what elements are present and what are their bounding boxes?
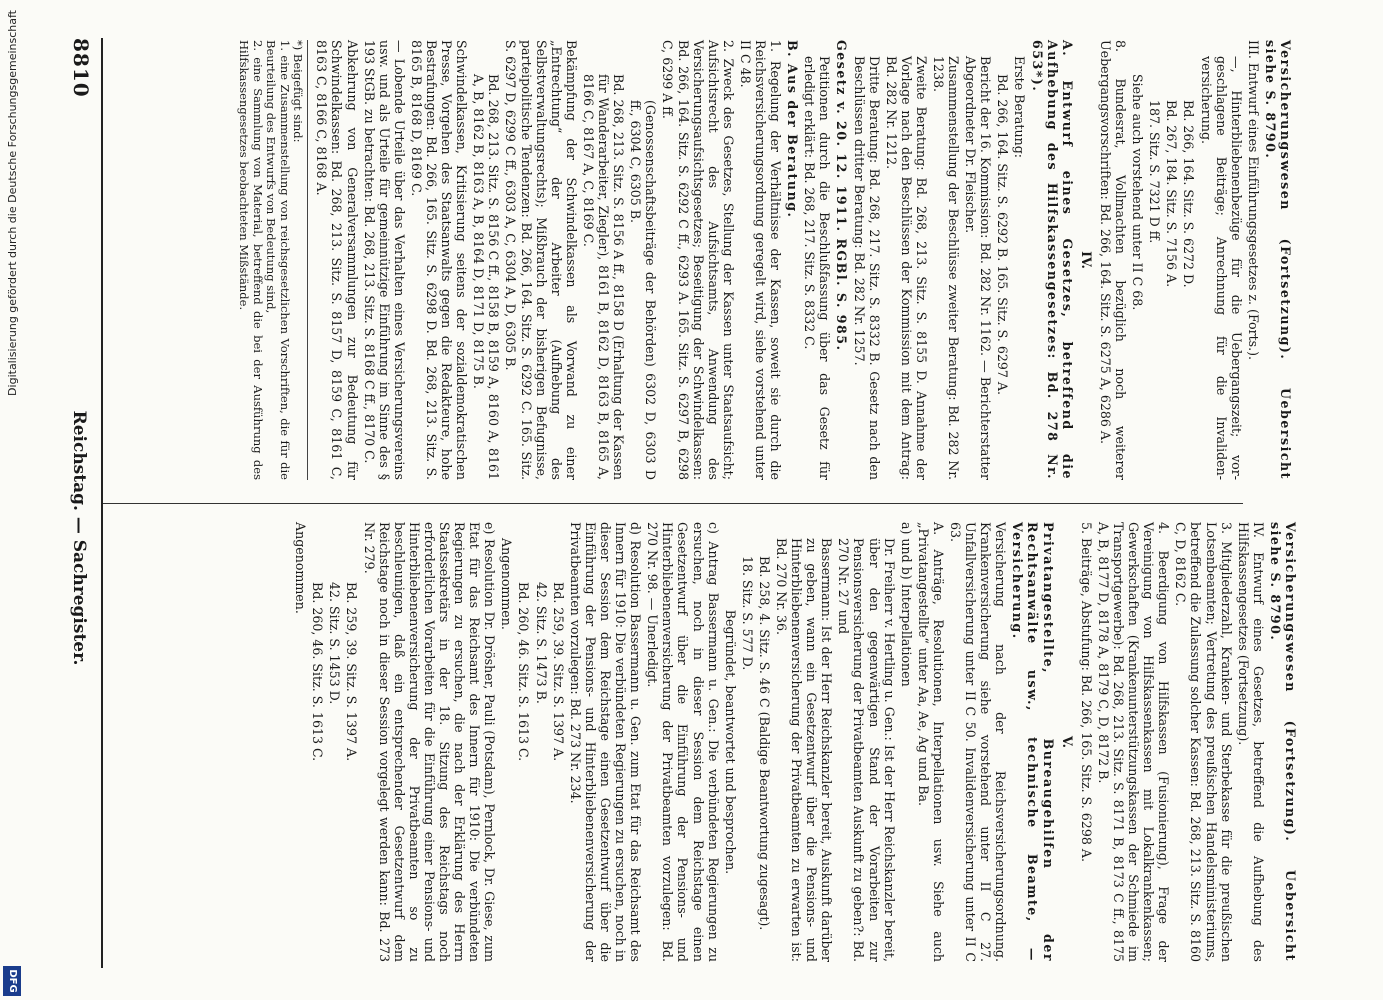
left-paragraph: Abkehrung von Generalversammlungen zur Bedeutung für Schwindelkassen: Bd. 268, 213. Sitz. S. 8157 D, 8159 C, 8161 C, 8163 C, 8166 C, 8168 A. <box>314 40 360 480</box>
right-paragraph: e) Resolution Dr. Drösher, Pauli (Potsdam), Pernlock, Dr. Giese, zum Etat für das Reichsamt des Innern für 1910: Die verbündeten Regierungen zu ersuchen, die nach der Erklärung des Herrn Staatssekretärs in der 18. Sitzung des Reichstags noch erforderlichen Vorarbeiten für die Einführung einer Pensions- und Hinterbliebenenversicherung der Privatbeamten so zu beschleunigen, daß ein entsprechender Gesetzentwurf dem Reichstage noch in dieser Session vorgelegt werden kann: Bd. 273 Nr. 279. <box>361 522 498 962</box>
right-paragraph: Bd. 260, 46. Sitz. S. 1613 C. <box>310 582 326 762</box>
digitization-note-text: Digitalisierung gefördert durch die Deutsche Forschungsgemeinschaft <box>6 10 19 396</box>
footnote-line: 1. eine Zusammenstellung von reichsgesetzlichen Vorschriften, die für die Beurteilung des Entwurfs von Bedeutung sind, <box>264 40 292 480</box>
footnote-line: 2. eine Sammlung von Material, betreffend die bei der Ausführung des Hilfskassengesetzes beobachteten Mißstände. <box>237 40 265 480</box>
right-paragraph: V. <box>1059 736 1075 748</box>
left-paragraph: Zusammenstellung der Beschlüsse zweiter Beratung: Bd. 282 Nr. 1238. <box>931 56 962 480</box>
right-paragraph: Versicherung nach der Reichsversicherungsordnung. Krankenversicherung siehe vorstehend unter II C 27. Unfallversicherung unter II C 50. Invalidenversicherung unter II C 63. <box>948 522 1009 962</box>
footnote-line: *) Beigefügt sind: <box>291 40 306 143</box>
right-paragraph: c) Antrag Bassermann u. Gen.: Die verbündeten Regierungen zu ersuchen, noch in dieser Session dem Reichstage einen Gesetzentwurf über die Einführung der Pensions- und Hinterbliebenenversicherung der Privatbeamten vorzulegen: Bd. 270 Nr. 98. — Unerledigt. <box>645 522 721 962</box>
left-column-text <box>314 40 1293 480</box>
left-paragraph: — Lobende Urteile über das Verhalten eines Versicherungsvereins usw. und als Urteile für gemeinnützige Einführung im Sinne des § 193 StGB. zu betrachten: Bd. 268, 213. Sitz. S. 8168 C ff., 8170 C. <box>361 40 407 480</box>
right-column <box>291 522 1298 962</box>
page-number: 8810 <box>69 38 93 98</box>
left-paragraph: 8. Bundesrat, Vollmachten bezüglich noch weiterer Uebergangsvorschriften: Bd. 266, 164. Sitz. S. 6275 A, 6286 A. <box>1097 40 1129 480</box>
right-paragraph: Bd. 258, 4. Sitz. S. 46 C (Baldige Beantwortung zugesagt). <box>756 556 772 931</box>
right-paragraph: A. Anträge, Resolutionen, Interpellationen usw. Siehe auch „Privatangestellte“ unter Aa, Ae, Ag und Ba. <box>915 522 946 962</box>
right-paragraph: Versicherungswesen (Fortsetzung). Uebersicht siehe S. 8790. <box>1267 522 1298 962</box>
right-paragraph: Bd. 259, 39. Sitz. S. 1397 A. <box>344 582 360 762</box>
left-paragraph: Versicherungswesen (Fortsetzung). Uebersicht siehe S. 8790. <box>1262 40 1293 480</box>
left-paragraph: 187. Sitz. S. 7321 D ff. <box>1147 100 1163 244</box>
right-paragraph: a) und b) Interpellationen <box>898 522 914 687</box>
right-paragraph: IV. Entwurf eines Gesetzes, betreffend die Aufhebung des Hilfskassengesetzes (Fortsetzung). <box>1235 522 1266 962</box>
left-paragraph: Gesetz v. 20. 12. 1911. RGBl. S. 985. <box>834 40 850 352</box>
left-paragraph: Petitionen durch die Beschlußfassung über das Gesetz für erledigt erklärt: Bd. 268, 217. Sitz. S. 8332 C. <box>802 56 833 480</box>
left-paragraph: Bekämpfung der Schwindelkassen als Vorwand zu einer „Entrechtung“ der Arbeiter (Aufhebung des Selbstverwaltungsrechts); Mißbrauch der bisherigen Befugnisse, parteipolitische Tendenzen: Bd. 266, 164. Sitz. S. 6292 C. 165. Sitz. S. 6297 D, 6299 C ff., 6303 A, C, 6304 A, D, 6305 B. <box>503 40 579 480</box>
right-paragraph: Privatangestellte, Bureaugehilfen der Rechtsanwälte usw., technische Beamte, — Versicherung. <box>1010 522 1056 962</box>
right-paragraph: Angenommen. <box>293 522 309 614</box>
left-paragraph: (Genossenschaftsbeiträge der Behörden) 6302 D, 6303 D ff., 6304 C, 6305 B. <box>628 100 659 480</box>
right-paragraph: Begründet, beantwortet und besprochen. <box>722 609 738 875</box>
right-paragraph: Bd. 259, 39. Sitz. S. 1397 A. <box>550 582 566 762</box>
left-paragraph: A. Entwurf eines Gesetzes, betreffend die Aufhebung des Hilfskassengesetzes: Bd. 278 Nr. 653*). <box>1029 40 1075 480</box>
left-paragraph: 1. Regelung der Verhältnisse der Kassen, soweit sie durch die Reichsversicherungsordnung geregelt wird, siehe vorstehend unter II C 48. <box>737 40 784 480</box>
left-paragraph: Dritte Beratung: Bd. 268, 217. Sitz. S. 8332 B. Gesetz nach den Beschlüssen dritter Beratung: Bd. 282 Nr. 1257. <box>851 56 882 480</box>
running-head: Reichstag. — Sachregister. <box>69 410 89 666</box>
footnote <box>237 40 309 480</box>
right-paragraph: 5. Beiträge, Abstufung: Bd. 266, 165. Sitz. S. 6298 A. <box>1078 522 1094 862</box>
left-column <box>237 40 1293 480</box>
left-paragraph: Zweite Beratung: Bd. 268, 213. Sitz. S. 8155 D. Annahme der Vorlage nach den Beschlüssen der Kommission mit dem Antrag: Bd. 282 Nr. 1212. <box>883 56 929 480</box>
left-paragraph: Bd. 268, 213. Sitz. S. 8156 A ff., 8158 D (Erhaltung der Kassen für Wanderarbeiter, Ziegler), 8161 B, 8162 D, 8163 B, 8165 A, 8166 C, 8167 A, C, 8169 C. <box>580 74 627 480</box>
right-paragraph: Angenommen. <box>499 538 515 630</box>
right-paragraph: d) Resolution Bassermann u. Gen. zum Etat für das Reichsamt des Innern für 1910: Die verbündeten Regierungen zu ersuchen, noch in dieser Session dem Reichstage einen Gesetzentwurf über die Einführung der Pensions- und Hinterbliebenenversicherung der Privatbeamten vorzulegen: Bd. 273 Nr. 234. <box>567 522 644 962</box>
right-paragraph: 4. Beerdigung von Hilfskassen (Fusionierung), Frage der Vereinigung von Hilfskassenkassen mit Lokalkrankenkassen; Gewerkschaften (Krankenunterstützungskassen der Schmiede im Transportgewerbe): Bd. 268, 213. Sitz. S. 8171 B, 8173 C ff., 8175 A, B, 8177 D, 8178 A, 8179 C, D, 8172 B. <box>1095 522 1172 962</box>
left-paragraph: B. Aus der Beratung. <box>785 40 801 219</box>
right-paragraph: 18. Sitz. S. 577 D. <box>739 556 755 671</box>
dfg-logo: DFG <box>3 966 21 996</box>
right-paragraph: 3. Mitgliederzahl, Kranken- und Sterbekasse für die preußischen Lotsenbeamten; Vertretung des preußischen Handelsministeriums, betreffend die Zulassung solcher Kassen: Bd. 268, 213. Sitz. S. 8160 C, D, 8162 C. <box>1173 522 1234 962</box>
right-column-text <box>293 522 1298 962</box>
left-paragraph: Siehe auch vorstehend unter II C 68. <box>1130 74 1146 311</box>
left-paragraph: III. Entwurf eines Einführungsgesetzes z. (Forts.). <box>1245 40 1261 361</box>
right-paragraph: Bassermann: Ist der Herr Reichskanzler bereit, Auskunft darüber zu geben, wann ein Gesetzentwurf über die Pensions- und Hinterbliebenenversicherung der Privatbeamten zu erwarten ist: Bd. 270 Nr. 36. <box>774 538 835 962</box>
left-paragraph: IV. <box>1078 251 1094 269</box>
right-paragraph: Bd. 260, 46. Sitz. S. 1613 C. <box>516 582 532 762</box>
left-paragraph: Erste Beratung: <box>1012 56 1028 159</box>
column-divider <box>103 503 1243 504</box>
right-paragraph: 42. Sitz. S. 1453 D. <box>327 582 343 705</box>
left-paragraph: Schwindelkassen, Kritisierung seitens der sozialdemokratischen Presse, Vorgehen des Staatsanwalts gegen die Redakteure, hohe Bestrafungen: Bd. 266, 165. Sitz. S. 6298 D. Bd. 268, 213. Sitz. S. 8165 B, 8168 D, 8169 C. <box>408 40 470 480</box>
left-paragraph: 2. Zweck des Gesetzes, Stellung der Kassen unter Staatsaufsicht; Aufsichtsrecht des Aufsichtsamts, Anwendung des Versicherungsaufsichtsgesetzes; Beseitigung der Schwindelkassen: Bd. 266, 164. Sitz. S. 6292 C ff., 6293 A. 165. Sitz. S. 6297 B, 6298 C, 6299 A ff. <box>660 40 736 480</box>
right-paragraph: Dr. Freiherr v. Hertling u. Gen.: Ist der Herr Reichskanzler bereit, über den gegenwärtigen Stand der Vorarbeiten zur Pensionsversicherung der Privatbeamten Auskunft zu geben?: Bd. 270 Nr. 27 und <box>836 538 897 962</box>
left-paragraph: Bd. 267, 184. Sitz. S. 7156 A. <box>1164 100 1180 288</box>
left-paragraph: Bd. 268, 213. Sitz. S. 8156 C ff., 8158 B, 8159 A, 8160 A, 8161 A, B, 8162 B, 8163 A, B, 8164 D, 8171 D, 8175 B. <box>471 74 502 480</box>
left-paragraph: —, Hinterbliebenenbezüge für die Uebergangszeit; vor- geschlagene Beiträge; Anrechnung für die Invaliden- versicherung. <box>1198 56 1244 480</box>
left-paragraph: Bericht der 16. Kommission: Bd. 282 Nr. 1162. — Berichterstatter Abgeordneter Dr. Fleischer. <box>963 56 994 480</box>
right-paragraph: 42. Sitz. S. 1473 B. <box>533 582 549 704</box>
left-paragraph: Bd. 266, 164. Sitz. S. 6292 B. 165. Sitz. S. 6297 A. <box>995 74 1011 396</box>
digitization-note <box>0 0 23 1000</box>
left-paragraph: Bd. 266, 164. Sitz. S. 6272 D. <box>1181 100 1197 288</box>
page-header <box>57 38 97 968</box>
